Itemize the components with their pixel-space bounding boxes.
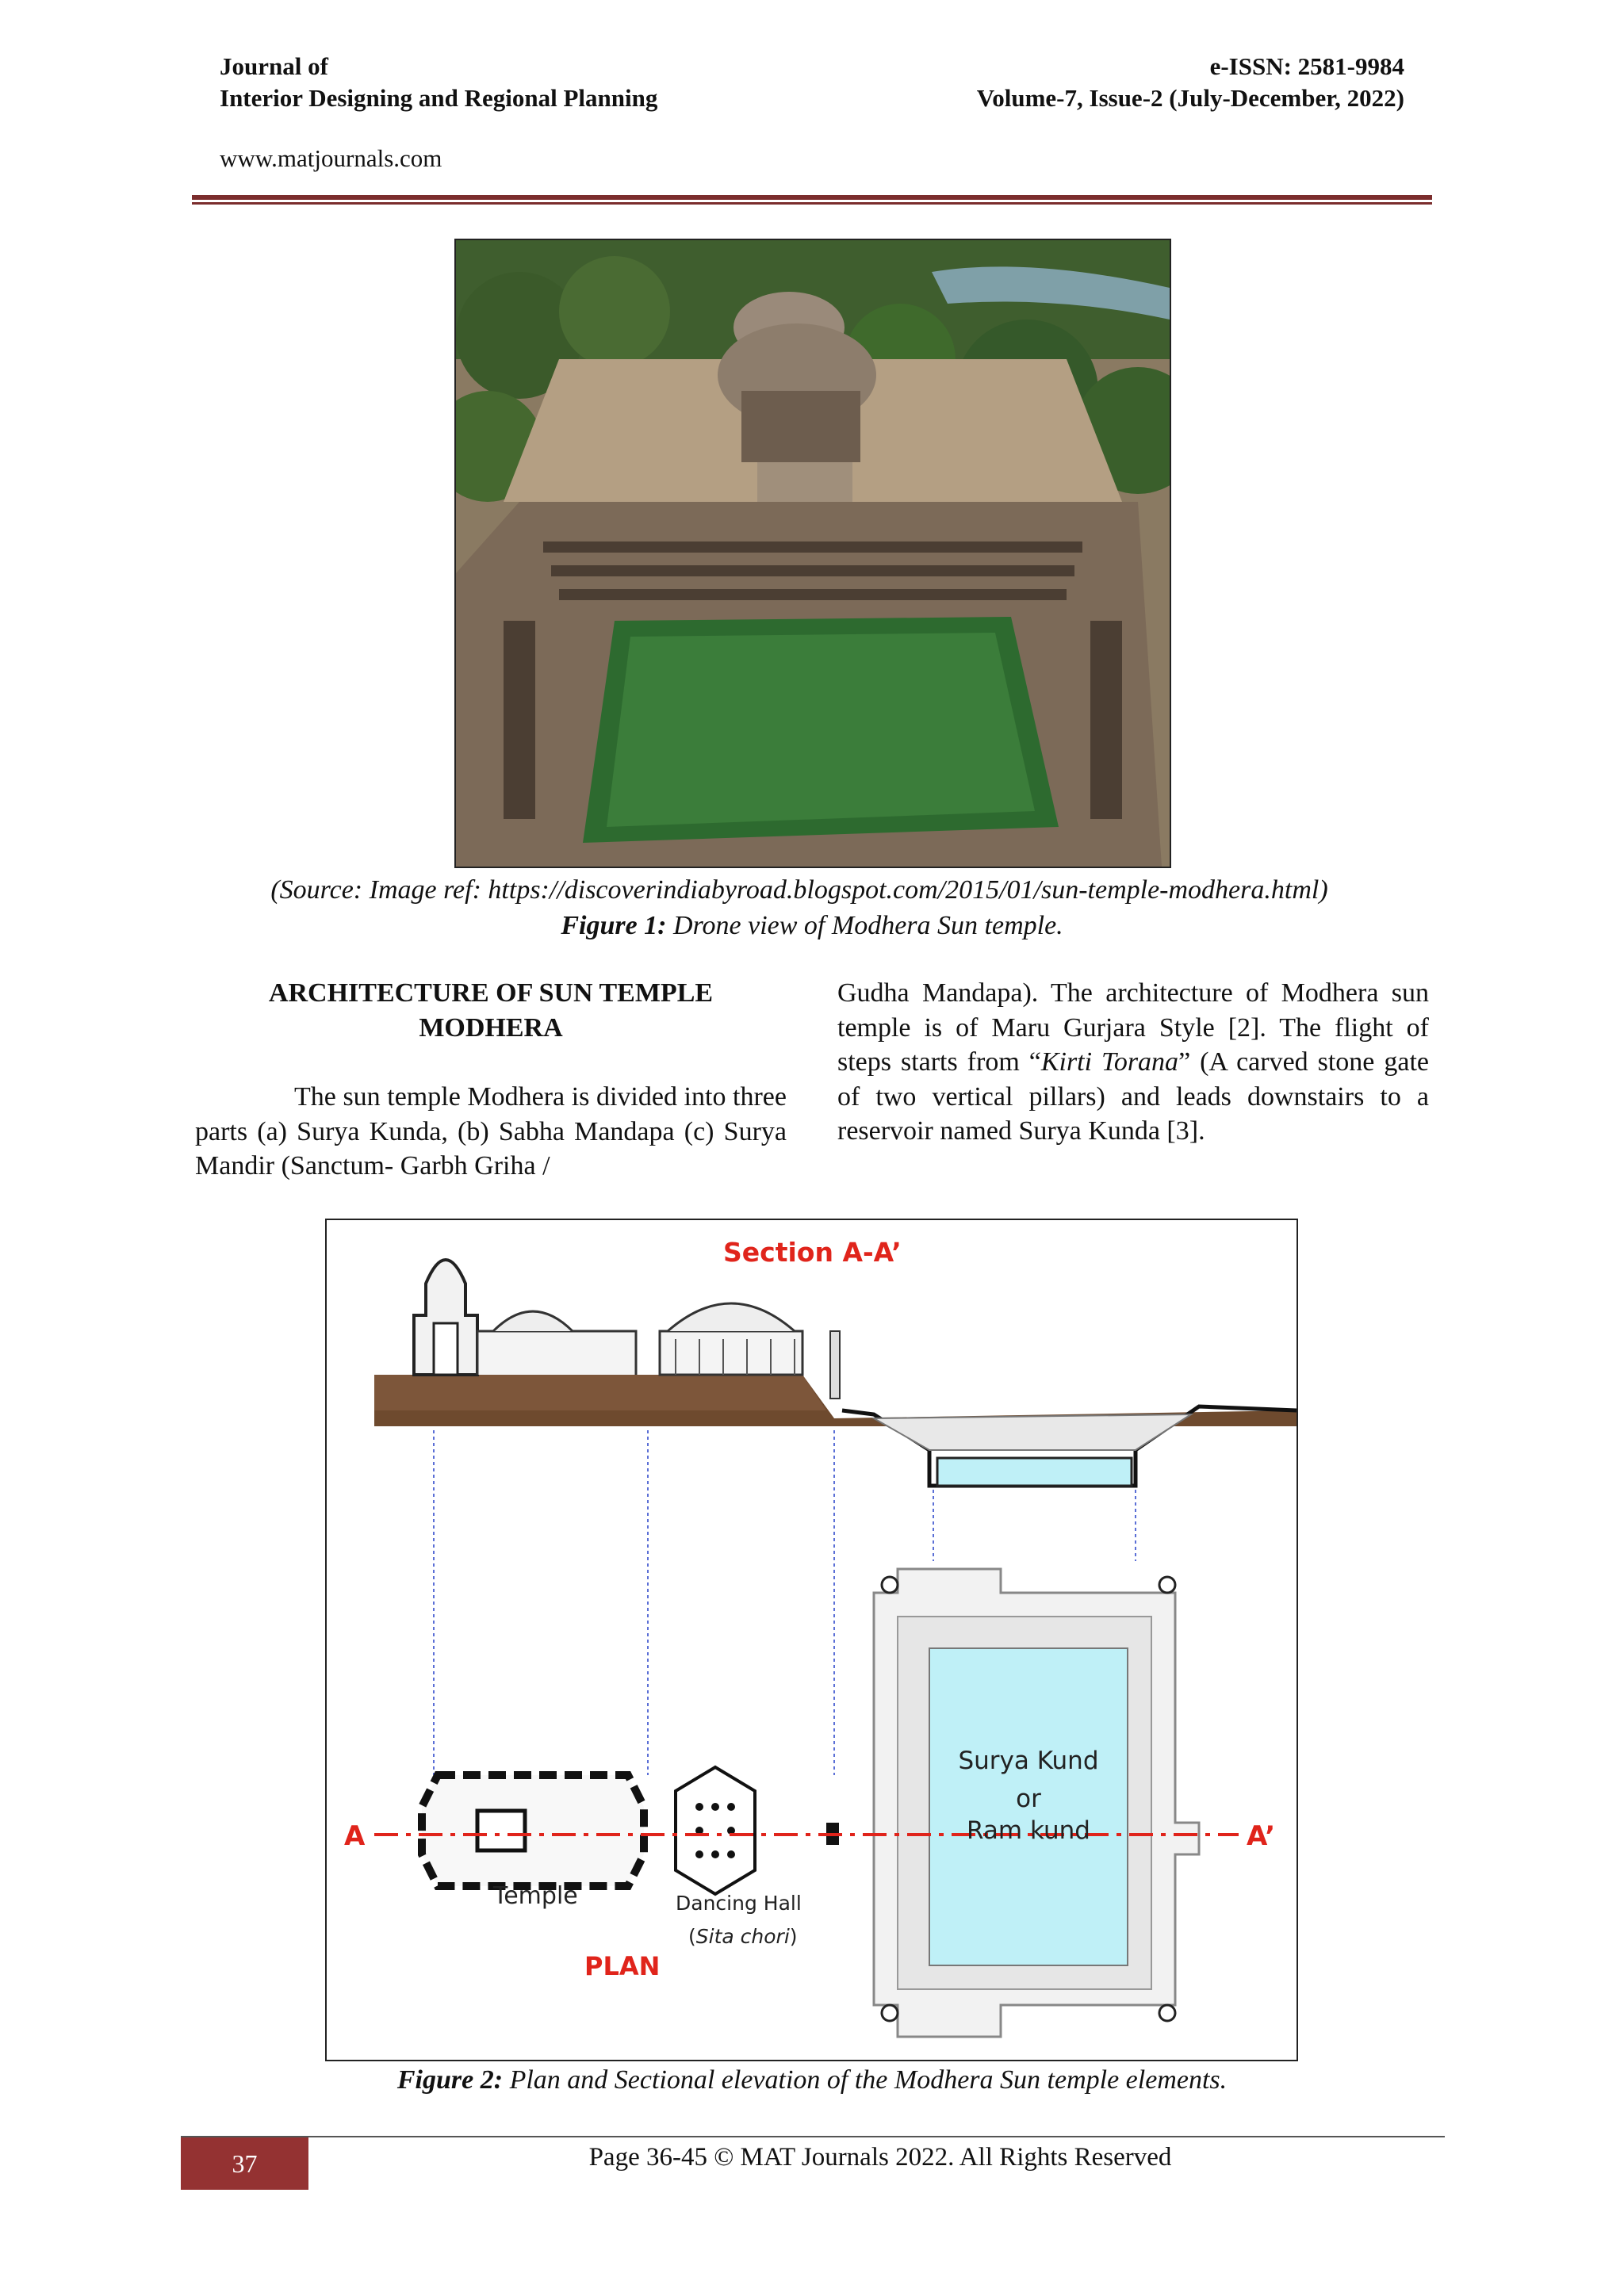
left-column bbox=[195, 976, 787, 1184]
section-heading-line2: MODHERA bbox=[419, 1013, 563, 1043]
marker-a: A bbox=[344, 1820, 366, 1852]
footer-copyright: Page 36-45 © MAT Journals 2022. All Rights Reserved bbox=[588, 2143, 1172, 2172]
temple-drone-illustration bbox=[456, 240, 1170, 867]
kirti-torana: Kirti Torana bbox=[1040, 1047, 1179, 1077]
plan-label: PLAN bbox=[584, 1951, 661, 1981]
figure1-source: (Source: Image ref: https://discoverindiabyroad.blogspot.com/2015/01/sun-temple-modhera.html) bbox=[270, 875, 1328, 905]
sita-close: ) bbox=[789, 1925, 798, 1948]
section-heading bbox=[195, 976, 787, 1046]
figure2-diagram bbox=[325, 1219, 1298, 2061]
journal-title bbox=[220, 51, 657, 114]
journal-line2: Interior Designing and Regional Planning bbox=[220, 84, 658, 112]
sita-chori-label bbox=[688, 1925, 798, 1948]
kund-label-line1: Surya Kund bbox=[958, 1747, 1099, 1775]
figure2-caption-text: Plan and Sectional elevation of the Modhera Sun temple elements. bbox=[503, 2065, 1228, 2095]
kund-label-line2: or bbox=[1016, 1785, 1041, 1813]
sita-open: ( bbox=[688, 1925, 696, 1948]
figure1-photo bbox=[454, 239, 1171, 868]
section-heading-line1: ARCHITECTURE OF SUN TEMPLE bbox=[268, 978, 714, 1008]
plan-section-drawing bbox=[327, 1220, 1297, 2060]
left-paragraph: The sun temple Modhera is divided into three parts (a) Surya Kunda, (b) Sabha Mandapa (c) Surya Mandir (Sanctum- Garbh Griha / bbox=[195, 1082, 787, 1181]
kund-label-line3: Ram kund bbox=[967, 1816, 1090, 1845]
page-number: 37 bbox=[181, 2137, 308, 2190]
right-para-part1: Gudha Mandapa). The architecture of Modhera sun temple is of Maru Gurjara Style [2]. The flight of steps starts from “ bbox=[837, 978, 1429, 1077]
journal-line1: Journal of bbox=[220, 52, 328, 80]
issn: e-ISSN: 2581-9984 bbox=[1209, 52, 1404, 80]
right-column bbox=[837, 976, 1429, 1149]
marker-a-prime: A’ bbox=[1247, 1820, 1276, 1852]
volume-issue: Volume-7, Issue-2 (July-December, 2022) bbox=[976, 84, 1404, 112]
figure2-label: Figure 2: bbox=[396, 2065, 504, 2095]
section-title: Section A-A’ bbox=[723, 1237, 902, 1268]
figure2-caption bbox=[0, 2063, 1624, 2098]
footer-rule bbox=[181, 2136, 1445, 2137]
dancing-hall-label: Dancing Hall bbox=[676, 1892, 802, 1915]
header-rule-thin bbox=[192, 202, 1432, 205]
figure1-caption bbox=[0, 909, 1624, 943]
sita-chori: Sita chori bbox=[695, 1925, 790, 1948]
website: www.matjournals.com bbox=[220, 144, 442, 172]
journal-meta bbox=[977, 51, 1404, 114]
figure1-caption-text: Drone view of Modhera Sun temple. bbox=[666, 911, 1063, 940]
figure1-label: Figure 1: bbox=[561, 911, 667, 940]
header-rule bbox=[192, 195, 1432, 200]
right-para-part2: ” (A carved stone gate of two vertical pillars) and leads downstairs to a reservoir named Surya Kunda [3]. bbox=[837, 1047, 1429, 1146]
temple-label: Temple bbox=[493, 1882, 578, 1910]
right-paragraph bbox=[837, 976, 1429, 1149]
